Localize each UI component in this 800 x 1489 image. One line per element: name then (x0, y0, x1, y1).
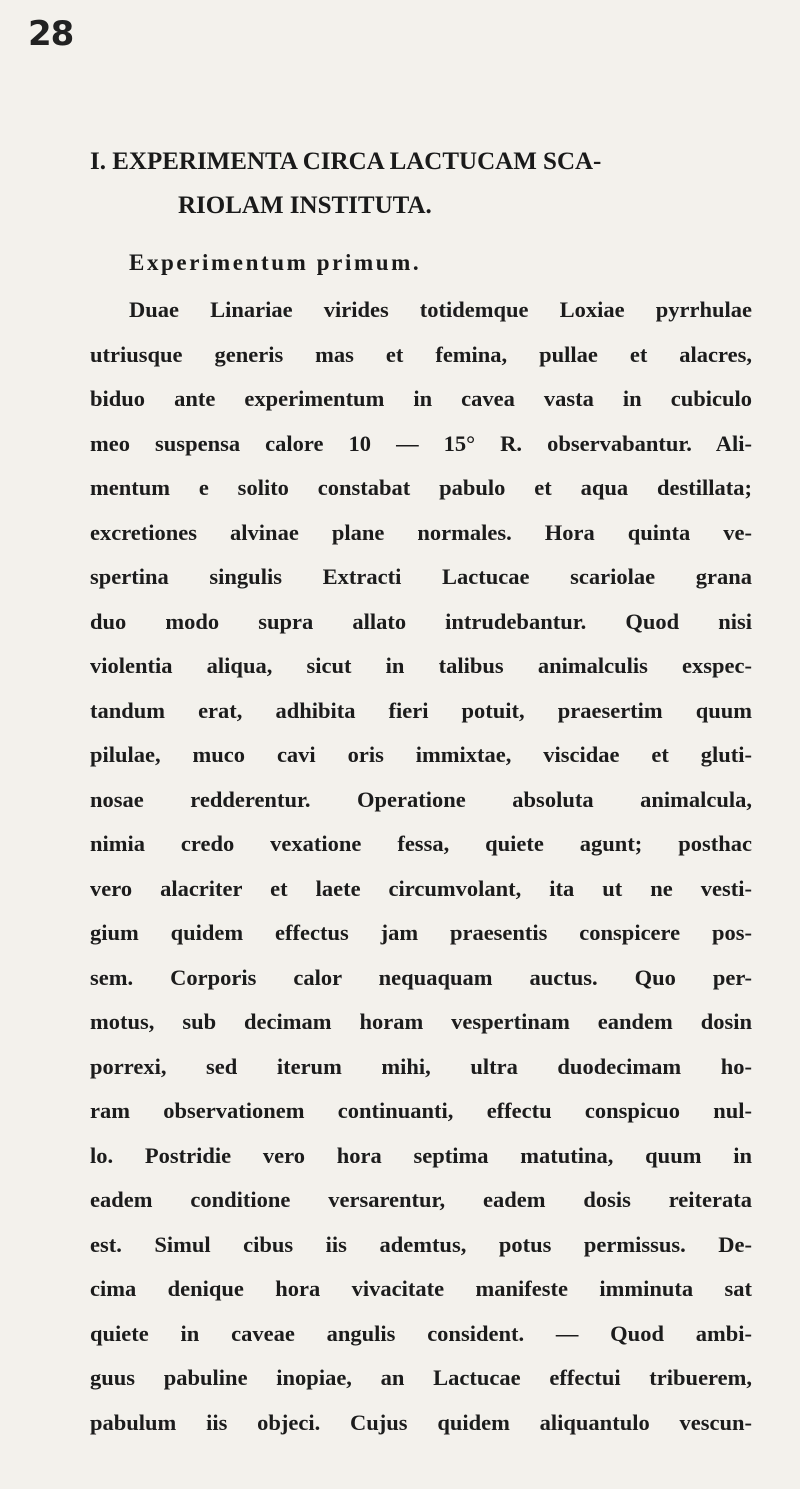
text-line: gium quidem effectus jam praesentis conspicere pos- (90, 920, 752, 945)
text-line: pilulae, muco cavi oris immixtae, viscidae et gluti- (90, 742, 752, 767)
text-line: Duae Linariae virides totidemque Loxiae pyrrhulae (129, 297, 752, 322)
text-line: utriusque generis mas et femina, pullae et alacres, (90, 341, 752, 367)
text-line: pabulum iis objeci. Cujus quidem aliquantulo vescun- (90, 1409, 752, 1435)
text-line: est. Simul cibus iis ademtus, potus permissus. De- (90, 1231, 752, 1257)
chapter-heading (90, 140, 750, 228)
text-line: tandum erat, adhibita fieri potuit, praesertim quum (90, 697, 752, 723)
text-line: lo. Postridie vero hora septima matutina, quum in (90, 1142, 752, 1168)
text-line: spertina singulis Extracti Lactucae scariolae grana (90, 564, 752, 589)
text-line: guus pabuline inopiae, an Lactucae effectui tribuerem, (90, 1365, 752, 1390)
text-line: ram observationem continuanti, effectu conspicuo nul- (90, 1098, 752, 1123)
text-line: cima denique hora vivacitate manifeste imminuta sat (90, 1276, 752, 1301)
chapter-heading-line-2: RIOLAM INSTITUTA. (178, 192, 432, 219)
text-line: nimia credo vexatione fessa, quiete agunt; posthac (90, 831, 752, 856)
body-paragraph (90, 288, 752, 1445)
page-number: 28 (28, 14, 74, 54)
text-line: sem. Corporis calor nequaquam auctus. Quo per- (90, 964, 752, 990)
text-line: eadem conditione versarentur, eadem dosis reiterata (90, 1187, 752, 1212)
section-title: Experimentum primum. (129, 250, 422, 275)
text-line: mentum e solito constabat pabulo et aqua destillata; (90, 475, 752, 500)
text-line: meo suspensa calore 10 — 15° R. observabantur. Ali- (90, 430, 752, 456)
text-line: porrexi, sed iterum mihi, ultra duodecimam ho- (90, 1053, 752, 1079)
text-line: nosae redderentur. Operatione absoluta animalcula, (90, 786, 752, 812)
text-line: duo modo supra allato intrudebantur. Quod nisi (90, 608, 752, 634)
chapter-heading-line-1: I. EXPERIMENTA CIRCA LACTUCAM SCA- (90, 148, 602, 175)
text-line: excretiones alvinae plane normales. Hora quinta ve- (90, 519, 752, 545)
text-line: biduo ante experimentum in cavea vasta in cubiculo (90, 386, 752, 411)
text-line: motus, sub decimam horam vespertinam eandem dosin (90, 1009, 752, 1034)
text-line: vero alacriter et laete circumvolant, ita ut ne vesti- (90, 875, 752, 901)
text-line: violentia aliqua, sicut in talibus animalculis exspec- (90, 653, 752, 678)
text-line: quiete in caveae angulis consident. — Quod ambi- (90, 1320, 752, 1346)
